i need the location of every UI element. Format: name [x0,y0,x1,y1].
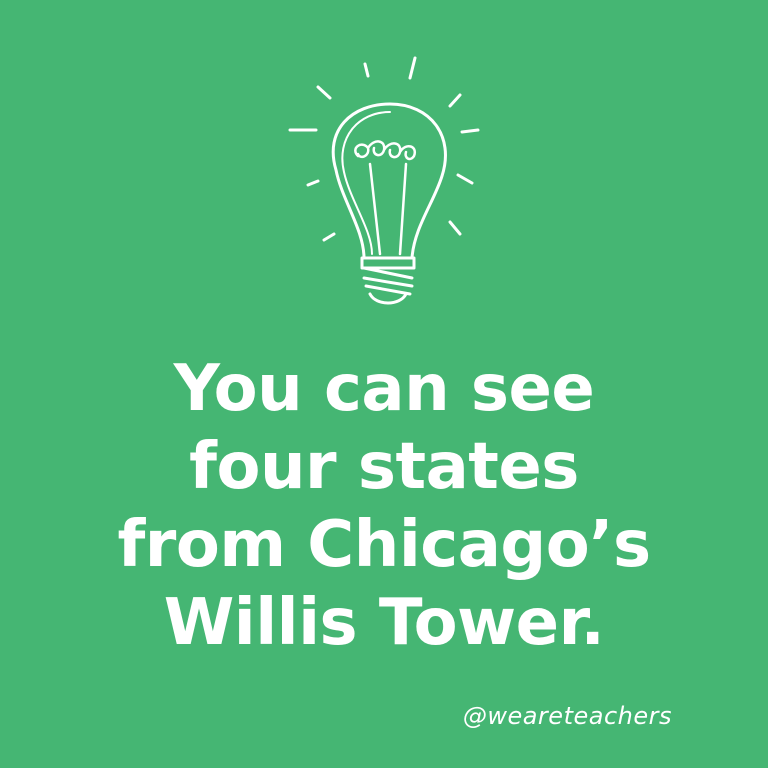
bulb-filament-wires [370,164,406,254]
fact-line-2: four states [189,430,579,504]
fact-line-3: from Chicago’s [117,508,651,582]
fact-line-1: You can see [173,352,595,426]
fact-text [0,350,768,662]
bulb-glass-inner [342,112,390,254]
bulb-base [362,258,414,303]
fact-line-4: Willis Tower. [163,586,605,660]
bulb-glass [333,104,445,258]
bulb-filament [355,141,414,159]
brand-handle: @weareteachers [462,702,672,730]
lightbulb-icon [280,50,490,310]
